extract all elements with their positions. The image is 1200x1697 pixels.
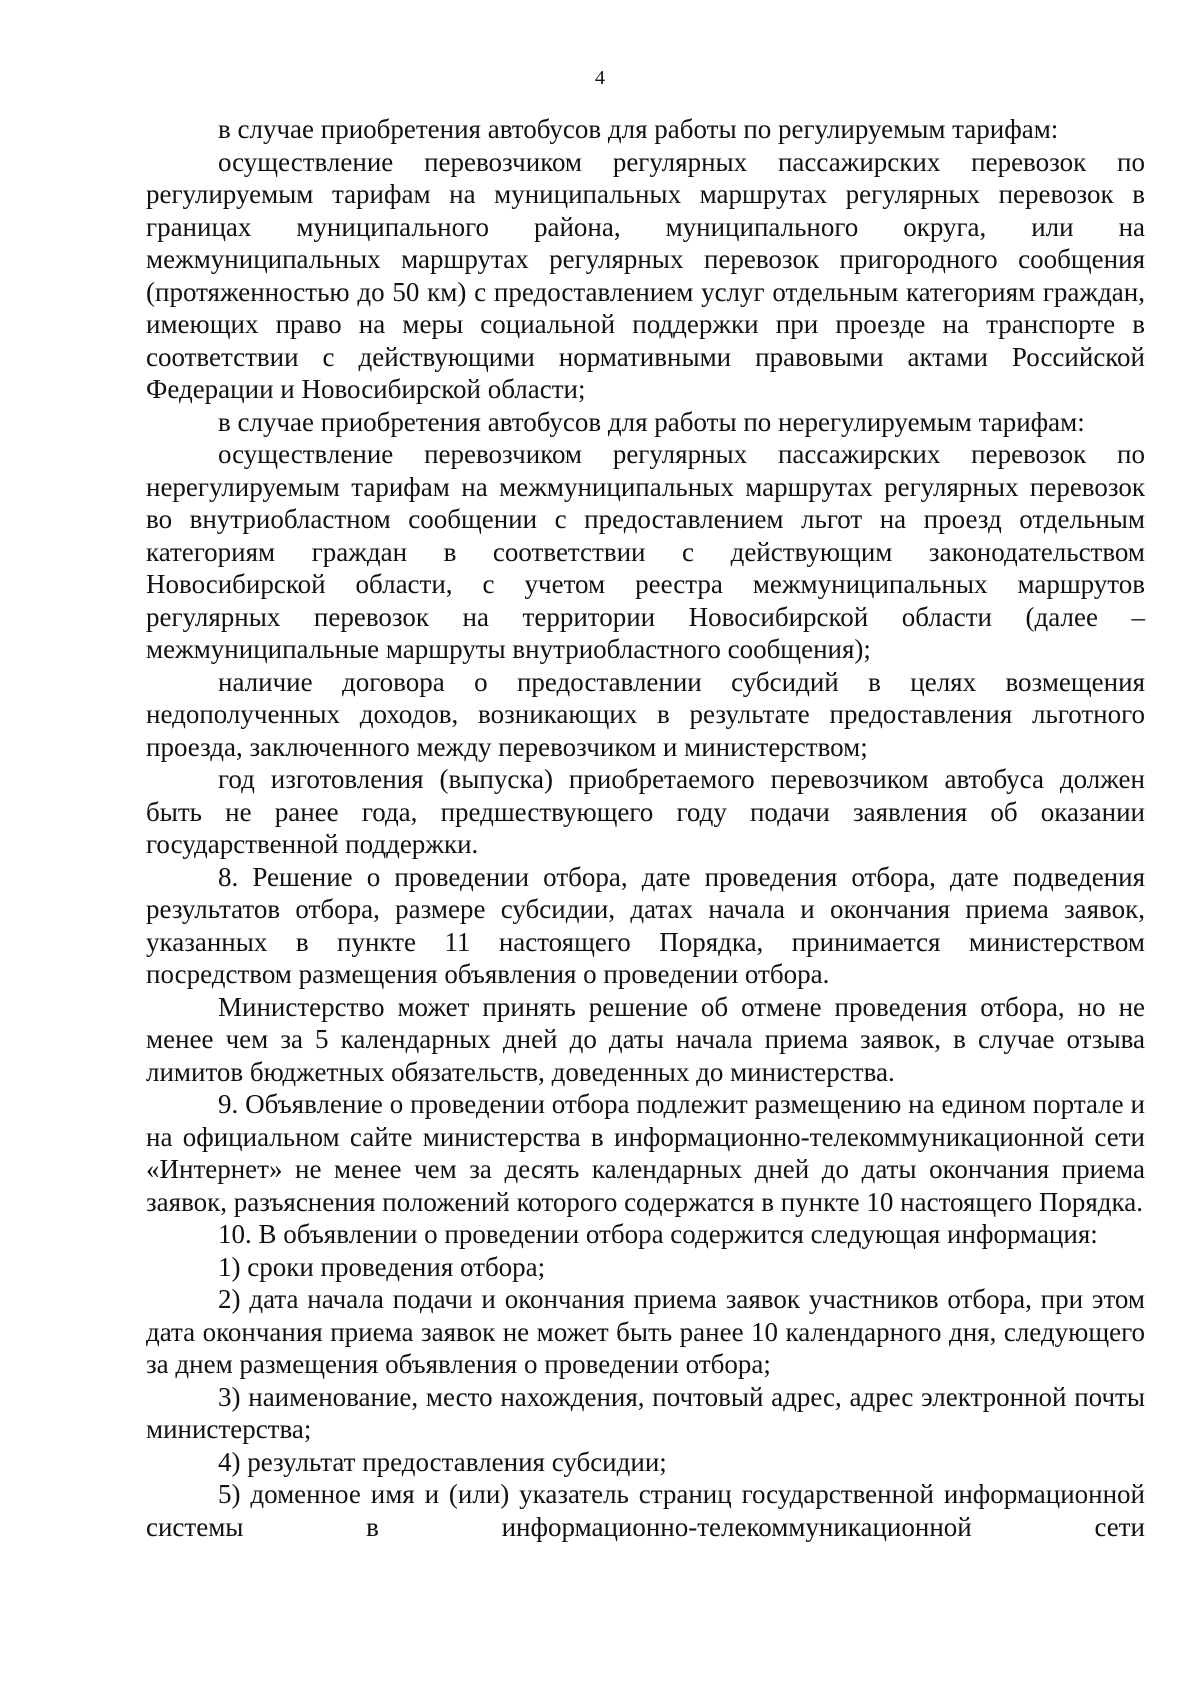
paragraph-bus-manufacture-year: год изготовления (выпуска) приобретаемого перевозчиком автобуса должен быть не ранее года, предшествующего году подачи заявления об оказании государственной поддержки. <box>146 764 1145 859</box>
paragraph-cancellation: Министерство может принять решение об отмене проведения отбора, но не менее чем за 5 календарных дней до даты начала приема заявок, в случае отзыва лимитов бюджетных обязательств, доведенных до министерства. <box>146 991 1145 1087</box>
paragraph-unregulated-tariffs-case: в случае приобретения автобусов для работы по нерегулируемым тарифам: <box>218 406 1085 437</box>
paragraph-item-9: 9. Объявление о проведении отбора подлежит размещению на едином портале и на официальном сайте министерства в информационно-телекоммуникационной сети «Интернет» не менее чем за десять календарных дней до даты окончания приема заявок, разъяснения положений которого содержатся в пункте 10 настоящего Порядка. <box>146 1089 1145 1217</box>
page-number: 4 <box>595 67 605 89</box>
paragraph-unregulated-tariffs-condition: осуществление перевозчиком регулярных пассажирских перевозок по нерегулируемым тарифам на межмуниципальных маршрутах регулярных перевозок во внутриобластном сообщении с предоставлением льгот на проезд отдельным категориям граждан в соответствии с действующим законодательством Новосибирской области, с учетом реестра межмуниципальных маршрутов регулярных перевозок на территории Новосибирской области (далее – межмуниципальные маршруты внутриобластного сообщения); <box>146 439 1145 664</box>
paragraph-subsidy-agreement: наличие договора о предоставлении субсидий в целях возмещения недополученных доходов, возникающих в результате предоставления льготного проезда, заключенного между перевозчиком и министерством; <box>146 666 1145 762</box>
document-body <box>146 113 1145 1543</box>
list-item-1: 1) сроки проведения отбора; <box>218 1251 546 1282</box>
list-item-3: 3) наименование, место нахождения, почтовый адрес, адрес электронной почты министерства; <box>146 1381 1145 1444</box>
list-item-2: 2) дата начала подачи и окончания приема заявок участников отбора, при этом дата окончания приема заявок не может быть ранее 10 календарного дня, следующего за днем размещения объявления о проведении отбора; <box>146 1284 1145 1379</box>
list-item-4: 4) результат предоставления субсидии; <box>218 1446 667 1477</box>
paragraph-item-10: 10. В объявлении о проведении отбора содержится следующая информация: <box>218 1219 1098 1249</box>
paragraph-regulated-tariffs-condition: осуществление перевозчиком регулярных пассажирских перевозок по регулируемым тарифам на муниципальных маршрутах регулярных перевозок в границах муниципального района, муниципального округа, или на межмуниципальных маршрутах регулярных перевозок пригородного сообщения (протяженностью до 50 км) с предоставлением услуг отдельным категориям граждан, имеющих право на меры социальной поддержки при проезде на транспорте в соответствии с действующими нормативными правовыми актами Российской Федерации и Новосибирской области; <box>146 146 1145 404</box>
paragraph-item-8: 8. Решение о проведении отбора, дате проведения отбора, дате подведения результатов отбора, размере субсидии, датах начала и окончания приема заявок, указанных в пункте 11 настоящего Порядка, принимается министерством посредством размещения объявления о проведении отбора. <box>146 861 1145 989</box>
paragraph-regulated-tariffs-case: в случае приобретения автобусов для работы по регулируемым тарифам: <box>218 114 1059 144</box>
list-item-5: 5) доменное имя и (или) указатель страниц государственной информационной системы в информационно-телекоммуникационной сети <box>146 1479 1145 1542</box>
